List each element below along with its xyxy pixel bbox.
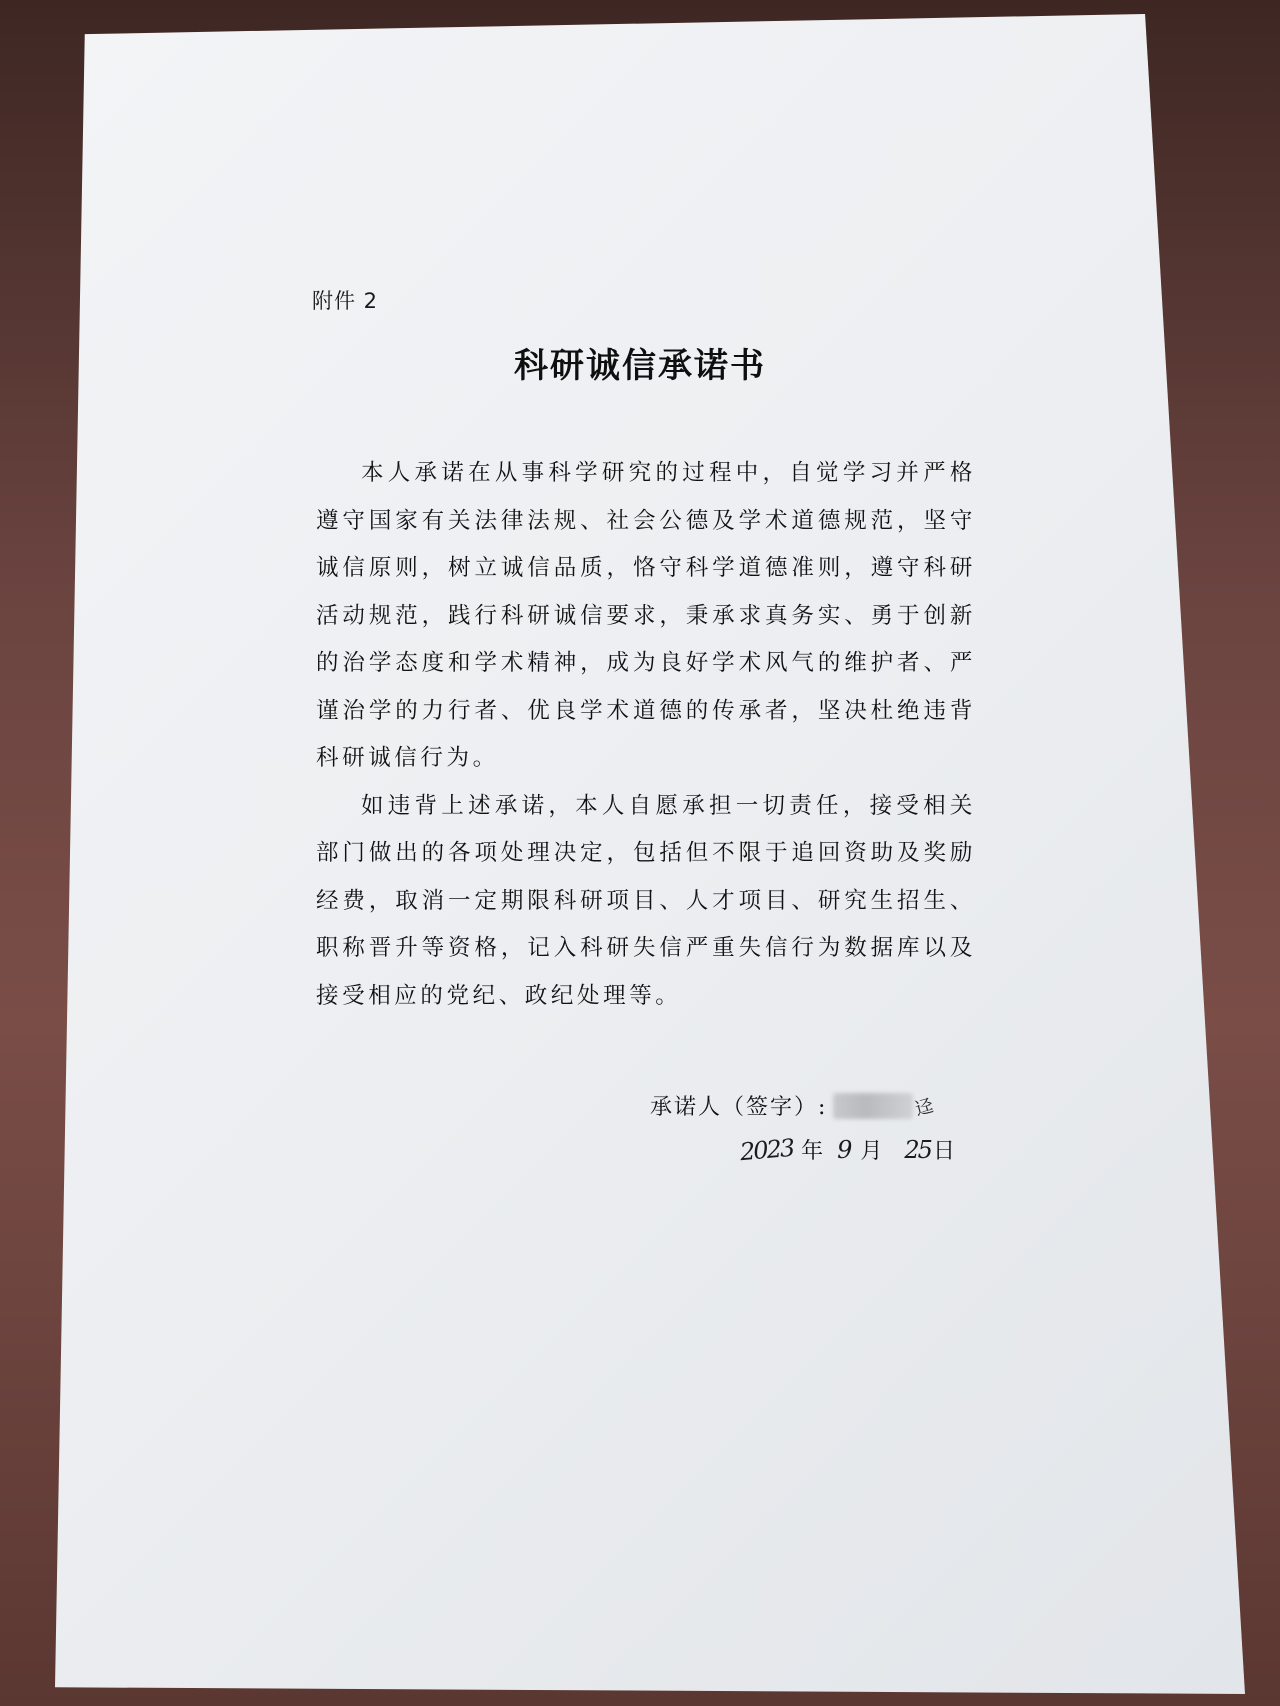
paragraph-violation: 如违背上述承诺，本人自愿承担一切责任，接受相关部门做出的各项处理决定，包括但不限于追回资助及奖励经费，取消一定期限科研项目、人才项目、研究生招生、职称晋升等资格，记入科研失信严重失信行为数据库以及接受相应的党纪、政纪处理等。 — [316, 792, 976, 1009]
document-body — [316, 450, 976, 1020]
date-year-handwritten: 2023 — [738, 1133, 795, 1167]
signature-line — [650, 1090, 939, 1121]
attachment-label: 附件 2 — [312, 289, 379, 313]
date-month-unit: 月 — [860, 1139, 883, 1164]
date-month-handwritten: 9 — [837, 1136, 853, 1164]
signature-handwriting: 迳 — [913, 1094, 939, 1120]
signature-redacted-blur — [833, 1093, 913, 1119]
date-day-handwritten: 25 — [904, 1136, 931, 1164]
signature-label: 承诺人（签字）: — [650, 1095, 828, 1120]
date-day-unit: 日 — [932, 1139, 955, 1164]
paragraph-commitment: 本人承诺在从事科学研究的过程中，自觉学习并严格遵守国家有关法律法规、社会公德及学术道德规范，坚守诚信原则，树立诚信品质，恪守科学道德准则，遵守科研活动规范，践行科研诚信要求，秉承求真务实、勇于创新的治学态度和学术精神，成为良好学术风气的维护者、严谨治学的力行者、优良学术道德的传承者，坚决杜绝违背科研诚信行为。 — [316, 460, 976, 771]
document-title: 科研诚信承诺书 — [514, 346, 766, 386]
signing-date — [740, 1134, 955, 1165]
date-year-unit: 年 — [801, 1139, 824, 1164]
